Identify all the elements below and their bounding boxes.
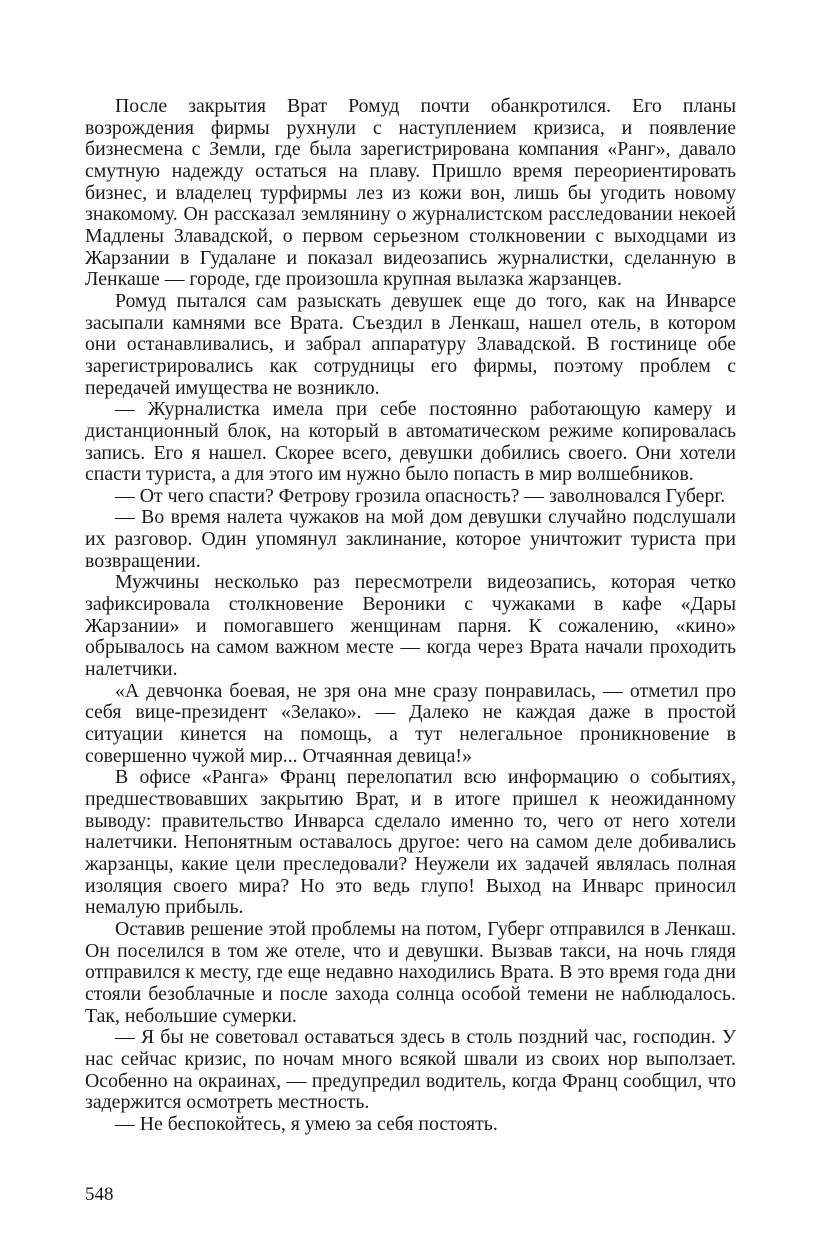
paragraph: — Во время налета чужаков на мой дом девушки случайно подслушали их разговор. Один упомянул заклинание, которое уничтожит туриста при возвращении. — [85, 506, 736, 572]
paragraph: Мужчины несколько раз пересмотрели видеозапись, которая четко зафиксировала столкновение Вероники с чужаками в кафе «Дары Жарзании» и помогавшего женщинам парня. К сожалению, «кино» обрывалось на самом важном месте — когда через Врата начали проходить налетчики. — [85, 571, 736, 681]
paragraph: Оставив решение этой проблемы на потом, Губерг отправился в Ленкаш. Он поселился в том же отеле, что и девушки. Вызвав такси, на ночь глядя отправился к месту, где еще недавно находились Врата. В это время года дни стояли безоблачные и после захода солнца особой темени не наблюдалось. Так, небольшие сумерки. — [85, 917, 736, 1027]
paragraph: Ромуд пытался сам разыскать девушек еще до того, как на Инварсе засыпали камнями все Врата. Съездил в Ленкаш, нашел отель, в котором они останавливались, и забрал аппаратуру Злавадской. В гостинице обе зарегистрировались как сотрудницы его фирмы, поэтому проблем с передачей имущества не возникло. — [85, 289, 736, 399]
paragraph: — Журналистка имела при себе постоянно работающую камеру и дистанционный блок, на который в автоматическом режиме копировалась запись. Его я нашел. Скорее всего, девушки добились своего. Они хотели спасти туриста, а для этого им нужно было попасть в мир волшебников. — [85, 398, 736, 486]
paragraph: В офисе «Ранга» Франц перелопатил всю информацию о событиях, предшествовавших закрытию Врат, и в итоге пришел к неожиданному выводу: правительство Инварса сделало именно то, чего от него хотели налетчики. Непонятным оставалось другое: чего на самом деле добивались жарзанцы, какие цели преследовали? Неужели их задачей являлась полная изоляция своего мира? Но это ведь глупо! Выход на Инварс приносил немалую прибыль. — [85, 766, 736, 919]
paragraph: — От чего спасти? Фетрову грозила опасность? — заволновался Губерг. — [115, 484, 726, 507]
paragraph: — Я бы не советовал оставаться здесь в столь поздний час, господин. У нас сейчас кризис, по ночам много всякой швали из своих нор выползает. Особенно на окраинах, — предупредил водитель, когда Франц сообщил, что задержится осмотреть местность. — [85, 1026, 736, 1114]
paragraph: — Не беспокойтесь, я умею за себя постоять. — [115, 1112, 498, 1135]
page-number: 548 — [85, 1184, 114, 1205]
page-body — [85, 96, 736, 1136]
paragraph: «А девчонка боевая, не зря она мне сразу понравилась, — отметил про себя вице-президент «Зелако». — Далеко не каждая даже в простой ситуации кинется на помощь, а тут нелегальное проникновение в совершенно чужой мир... Отчаянная девица!» — [85, 679, 736, 767]
paragraph: После закрытия Врат Ромуд почти обанкротился. Его планы возрождения фирмы рухнули с наступлением кризиса, и появление бизнесмена с Земли, где была зарегистрирована компания «Ранг», давало смутную надежду остаться на плаву. Пришло время переориентировать бизнес, и владелец турфирмы лез из кожи вон, лишь бы угодить новому знакомому. Он рассказал землянину о журналистском расследовании некоей Мадлены Злавадской, о первом серьезном столкновении с выходцами из Жарзании в Гудалане и показал видеозапись журналистки, сделанную в Ленкаше — городе, где произошла крупная вылазка жарзанцев. — [85, 95, 736, 291]
